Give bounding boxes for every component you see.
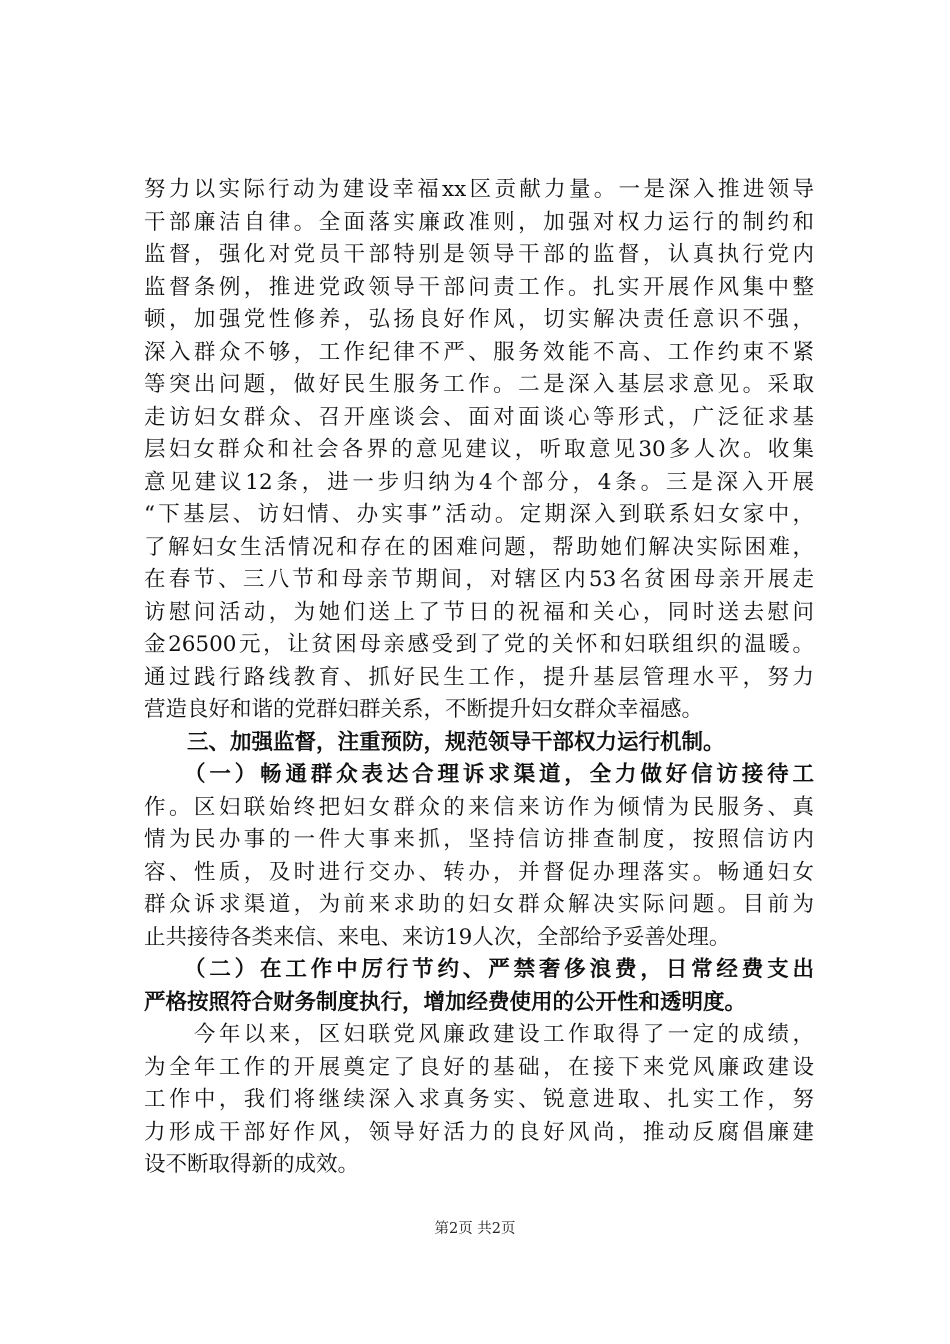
text-line: 三、加强监督，注重预防，规范领导干部权力运行机制。: [144, 729, 725, 755]
text-line: 努力以实际行动为建设幸福xx区贡献力量。一是深入推进领导: [144, 177, 814, 202]
text-line: 监督，强化对党员干部特别是领导干部的监督，认真执行党内: [144, 242, 814, 267]
text-line: 深入群众不够，工作纪律不严、服务效能不高、工作约束不紧: [144, 339, 814, 365]
page-footer: 第2页 共2页: [434, 1221, 516, 1237]
text-line: 走访妇女群众、召开座谈会、面对面谈心等形式，广泛征求基: [144, 404, 814, 430]
text-line: “下基层、访妇情、办实事”活动。定期深入到联系妇女家中，: [144, 502, 814, 527]
text-line: 设不断取得新的成效。: [144, 1152, 360, 1177]
text-line: 作。区妇联始终把妇女群众的来信来访作为倾情为民服务、真: [144, 794, 814, 820]
text-line: 访慰问活动，为她们送上了节日的祝福和关心，同时送去慰问: [144, 599, 814, 625]
text-line: 群众诉求渠道，为前来求助的妇女群众解决实际问题。目前为: [144, 892, 814, 917]
text-line: 了解妇女生活情况和存在的困难问题，帮助她们解决实际困难，: [144, 534, 814, 560]
text-line: 等突出问题，做好民生服务工作。二是深入基层求意见。采取: [144, 372, 814, 397]
text-line: 通过践行路线教育、抓好民生工作，提升基层管理水平，努力: [144, 664, 814, 690]
text-line: 在春节、三八节和母亲节期间，对辖区内53名贫困母亲开展走: [144, 567, 814, 592]
text-line: 严格按照符合财务制度执行，增加经费使用的公开性和透明度。: [144, 989, 747, 1015]
text-line: （二）在工作中厉行节约、严禁奢侈浪费，日常经费支出: [144, 957, 814, 982]
text-line: 顿，加强党性修养，弘扬良好作风，切实解决责任意识不强，: [144, 307, 814, 332]
text-line: 力形成干部好作风，领导好活力的良好风尚，推动反腐倡廉建: [144, 1119, 814, 1145]
text-line: （一）畅通群众表达合理诉求渠道，全力做好信访接待工: [144, 762, 814, 787]
text-line: 止共接待各类来信、来电、来访19人次，全部给予妥善处理。: [144, 924, 731, 950]
text-line: 营造良好和谐的党群妇群关系，不断提升妇女群众幸福感。: [144, 697, 704, 722]
text-line: 层妇女群众和社会各界的意见建议，听取意见30多人次。收集: [144, 437, 814, 462]
text-line: 情为民办事的一件大事来抓，坚持信访排查制度，按照信访内: [144, 827, 814, 852]
text-line: 为全年工作的开展奠定了良好的基础，在接下来党风廉政建设: [144, 1054, 814, 1080]
text-line: 监督条例，推进党政领导干部问责工作。扎实开展作风集中整: [144, 274, 814, 300]
document-body: [144, 174, 814, 1182]
text-line: 容、性质，及时进行交办、转办，并督促办理落实。畅通妇女: [144, 859, 814, 885]
text-line: 今年以来，区妇联党风廉政建设工作取得了一定的成绩，: [144, 1022, 814, 1047]
text-line: 工作中，我们将继续深入求真务实、锐意进取、扎实工作，努: [144, 1087, 814, 1112]
text-line: 金26500元，让贫困母亲感受到了党的关怀和妇联组织的温暖。: [144, 632, 814, 657]
text-line: 意见建议12条，进一步归纳为4个部分，4条。三是深入开展: [144, 469, 814, 495]
text-line: 干部廉洁自律。全面落实廉政准则，加强对权力运行的制约和: [144, 209, 814, 235]
